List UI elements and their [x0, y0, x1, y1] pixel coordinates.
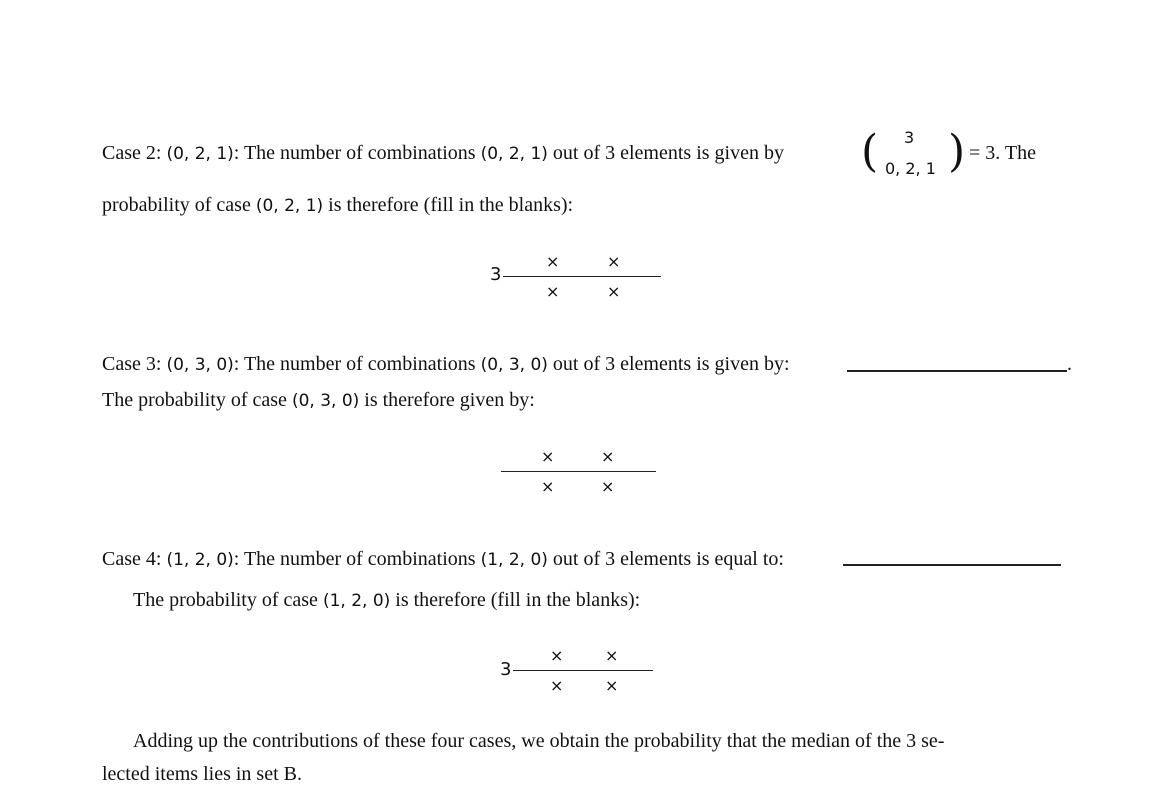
case4-label: Case 4: — [102, 548, 162, 570]
case4-num-times-2: × — [605, 646, 619, 665]
case3-tuple3: (0, 3, 0) — [291, 391, 360, 411]
case2-binom-top: 3 — [904, 128, 915, 147]
case3-tuple2: (0, 3, 0) — [480, 355, 548, 375]
conclusion-line1: Adding up the contributions of these four cases, we obtain the probability that the median of the 3 se- — [133, 730, 945, 752]
case4-coefficient: 3 — [500, 659, 512, 680]
case2-result: = 3. The — [969, 142, 1037, 164]
case4-text2: out of 3 elements is equal to: — [552, 548, 784, 570]
case2-line1 — [102, 142, 784, 165]
case3-line2a: The probability of case — [102, 389, 287, 411]
case2-line2 — [102, 194, 573, 217]
case2-num-times-1: × — [546, 252, 560, 271]
case3-line2 — [102, 389, 535, 412]
case3-period: . — [1067, 353, 1072, 375]
case2-binom-left-paren: ( — [861, 126, 879, 177]
case3-den-times-1: × — [541, 477, 555, 496]
case3-text2: out of 3 elements is given by: — [552, 353, 790, 375]
case4-tuple: (1, 2, 0) — [166, 550, 234, 570]
case3-num-times-1: × — [541, 447, 555, 466]
case3-den-times-2: × — [601, 477, 615, 496]
case2-tuple3: (0, 2, 1) — [255, 196, 324, 216]
case2-line2b: is therefore (fill in the blanks): — [328, 194, 574, 216]
case2-line2a: probability of case — [102, 194, 251, 216]
case2-den-times-2: × — [607, 282, 621, 301]
case2-den-times-1: × — [546, 282, 560, 301]
case4-line2a: The probability of case — [133, 589, 318, 611]
case2-label: Case 2: — [102, 142, 162, 164]
case4-text1: : The number of combinations — [233, 548, 476, 570]
case3-answer-blank[interactable] — [847, 370, 1067, 372]
case4-line2b: is therefore (fill in the blanks): — [395, 589, 641, 611]
case4-tuple2: (1, 2, 0) — [480, 550, 548, 570]
case2-tuple2: (0, 2, 1) — [480, 144, 548, 164]
case4-tuple3: (1, 2, 0) — [322, 591, 391, 611]
case2-binom-right-paren: ) — [948, 126, 966, 177]
case2-text1: : The number of combinations — [233, 142, 476, 164]
case4-num-times-1: × — [550, 646, 564, 665]
case4-fraction-bar — [513, 670, 653, 671]
case3-line1 — [102, 353, 790, 376]
case4-answer-blank[interactable] — [843, 564, 1061, 566]
case2-coefficient: 3 — [490, 264, 502, 285]
case4-den-times-1: × — [550, 676, 564, 695]
case3-fraction-bar — [501, 471, 656, 472]
case3-label: Case 3: — [102, 353, 162, 375]
case3-tuple: (0, 3, 0) — [166, 355, 234, 375]
conclusion-line2: lected items lies in set B. — [102, 763, 302, 785]
case3-text1: : The number of combinations — [233, 353, 476, 375]
case2-tuple: (0, 2, 1) — [166, 144, 234, 164]
case2-fraction-bar — [503, 276, 661, 277]
case3-num-times-2: × — [601, 447, 615, 466]
case4-line2 — [133, 589, 640, 612]
case2-binom-bottom: 0, 2, 1 — [885, 159, 936, 178]
case4-den-times-2: × — [605, 676, 619, 695]
case2-num-times-2: × — [607, 252, 621, 271]
case3-line2b: is therefore given by: — [364, 389, 535, 411]
case4-line1 — [102, 548, 784, 571]
case2-text2: out of 3 elements is given by — [552, 142, 784, 164]
